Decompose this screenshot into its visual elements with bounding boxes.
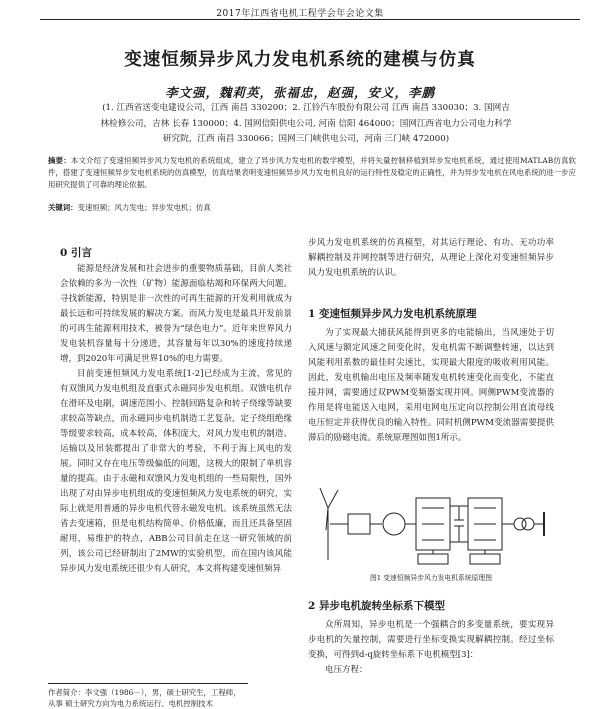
figure-1-caption: 图1 变速恒频异步风力发电机系统原理图: [369, 574, 493, 582]
affiliation-line: 林检修公司，吉林 长春 130000；4. 国网信阳供电公司, 河南 信阳 464000；国网江西省电力公司电力科学: [100, 118, 512, 129]
section-0-heading: 0 引言: [60, 247, 92, 259]
section-1-body: [308, 326, 554, 446]
footnote-line: 作者简介：李文强（1986－），男，硕士研究生，工程师，: [48, 688, 241, 697]
intro-continuation: 步风力发电机系统的仿真模型，对其运行理论、有功、无功功率解耦控制及并网控制等进行研究，从理论上深化对变速恒频异步风力发电机系统的认识。: [308, 238, 554, 278]
keywords-text: 变速恒频；风力发电；异步发电机；仿真: [77, 203, 211, 212]
system-schematic-figure: [314, 478, 546, 566]
affiliations: [48, 101, 564, 148]
footnote-rule: [48, 683, 248, 684]
keywords: [48, 202, 576, 214]
generator-symbol: [383, 513, 405, 535]
intro-paragraph: 能源是经济发展和社会进步的重要物质基础，目前人类社会依赖的多为一次性（矿物）能源面临枯竭和环保两大问题。寻找新能源，特别是非一次性的可再生能源的开发利用就成为最长远和可持续发展的解决方案。而风力发电是最具开发前景的可再生能源利用技术，被誉为“绿色电力”。近年来世界风力发电装机容量每十分递进，其容量每年以30%的速度持续递增，到2020年可满足世界10%的电力需要。: [60, 264, 292, 364]
abstract: [48, 155, 576, 191]
author-footnote: [48, 687, 308, 709]
turbine-blade: [328, 490, 338, 508]
gearbox-block: [348, 514, 370, 534]
running-header: 2017年江西省电机工程学会年会论文集: [216, 9, 384, 19]
keywords-label: 关键词：: [48, 203, 78, 212]
header-rule: [40, 19, 580, 20]
control-block: [418, 554, 448, 564]
section-1-paragraph: 为了实现最大捕获风能得到更多的电能输出，当风速处于切入风速与额定风速之间变化时，发电机需不断调整转速，以达到风能利用系数的最佳时尖速比，实现最大限度的吸收利用风能。因此，发电机输出电压及频率随发电机转速变化而变化，不能直接并网，需要通过双PWM变频器实现并网。网侧PWM变流器的作用是将电能送入电网，采用电网电压定向以控制公用直流母线电压恒定并获得优良的输入特性。同时机侧PWM变流器需要提供滞后的励磁电流。系统原理图如图1所示。: [308, 328, 554, 443]
footnote-line: 从事 硕士研究方向为电力系统运行、电机控制技术: [48, 699, 213, 708]
voltage-equation-label: 电压方程：: [325, 665, 368, 675]
affiliation-line: 研究院，江西 南昌 330066；国网三门峡供电公司，河南 三门峡 472000): [162, 134, 450, 144]
turbine-blade: [320, 488, 328, 508]
section-1-heading: 1 变速恒频异步风力发电机系统原理: [308, 308, 477, 320]
control-block: [470, 554, 500, 564]
paper-authors: 李文强，魏莉英，张福忠，赵强，安义，李鹏: [164, 85, 435, 100]
paper-title: 变速恒频异步风力发电机系统的建模与仿真: [124, 50, 476, 70]
section-2-paragraph: 众所周知，异步电机是一个强耦合的多变量系统，要实现异步电机的矢量控制，需要进行坐标变换实现解耦控制。经过坐标变换，可得到d-q旋转坐标系下电机模型[3]：: [308, 620, 554, 660]
left-column-body: [60, 262, 292, 577]
section-2-body: [308, 618, 554, 678]
abstract-text: 本文介绍了变速恒频异步风力发电机的系统组成，建立了异步风力发电机的数学模型，并将矢量控制移植到异步发电机系统，通过使用MATLAB仿真软件，搭建了变速恒频异步发电机系统的仿真模型，仿真结果表明变速恒频异步风力发电机良好的运行特性及稳定的正确性，并为异步发电机在风电系统的进一步应用研究提供了可靠的理论依据。: [48, 156, 576, 189]
section-2-heading: 2 异步电机旋转坐标系下模型: [308, 600, 445, 612]
affiliation-line: (1. 江西省送变电建设公司，江西 南昌 330200；2. 江铃汽车股份有限公司 江西 南昌 330030；3. 国网吉: [102, 103, 510, 113]
right-column-intro: [308, 236, 554, 281]
abstract-label: 摘要：: [48, 156, 71, 165]
intro-paragraph: 目前变速恒频风力发电系统[1-2]已经成为主流，常见的有双馈风力发电机组及直驱式永磁同步发电机组。双馈电机存在滑环及电刷，调速范围小、控制回路复杂和转子绕缘等缺要求较高等缺点，而永磁同步电机制造工艺复杂，定子绕组绝缘等级要求较高，成本较高，体积庞大，对风力发电机的制造、运输以及吊装都提出了非常大的考验，不利于海上风电的发展。同时又存在电压等级偏低的问题，这极大的限制了单机容量的提高。由于永磁和双馈风力发电机组的一些局限性，国外出现了对由异步电机组成的变速恒频风力发电系统的研究，实际上就是用普通的异步电机代替永磁发电机。该系统虽然无法省去变速箱，但是电机结构简单、价格低廉，而且还具备坚固耐用，易维护的特点，ABB公司目前走在这一研究领域的前列，该公司已经研制出了2MW的实验机型，而在国内该风能异步风力发电系统还很少有人研究，本文将构建变速恒频异: [60, 369, 292, 574]
